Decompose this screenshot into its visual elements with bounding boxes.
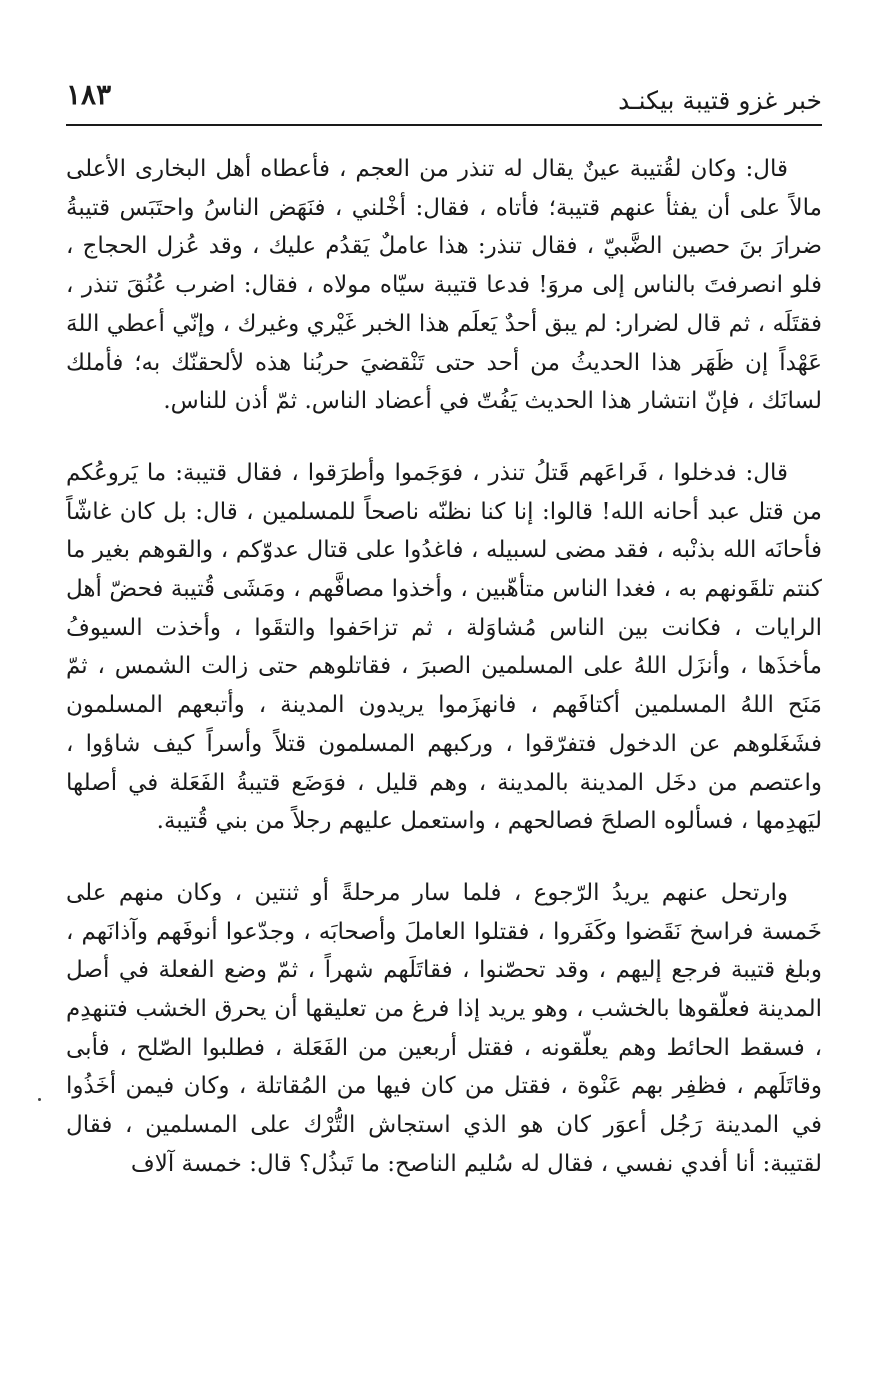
running-title: خبر غزو قتيبة بيكنـد <box>618 86 822 115</box>
header-rule <box>66 124 822 126</box>
scan-speck <box>38 1098 41 1101</box>
body-text <box>66 150 822 1184</box>
page-header <box>66 78 822 122</box>
paragraph-1: قال: وكان لقُتيبة عينٌ يقال له تنذر من العجم ، فأعطاه أهل البخارى الأعلى مالاً على أن يفثأ عنهم قتيبة؛ فأتاه ، فقال: أخْلني ، فنَهَض الناسُ واحتَبَس قتيبةُ ضرارَ بنَ حصين الضَّبيّ ، فقال تنذر: هذا عاملٌ يَقدُم عليك ، وقد عُزل الحجاج ، فلو انصرفتَ بالناس إلى مروَ! فدعا قتيبة سيّاه مولاه ، فقال: اضرب عُنُقَ تنذر ، فقتَلَه ، ثم قال لضرار: لم يبق أحدٌ يَعلَم هذا الخبر غَيْري وغيرك ، وإنّي أعطي اللهَ عَهْداً إن ظَهَر هذا الحديثُ من أحد حتى تَنْقضيَ حربُنا هذه لألحقنّك به؛ فأملك لسانَك ، فإنّ انتشار هذا الحديث يَفُتّ في أعضاد الناس. ثمّ أذن للناس. <box>66 156 822 415</box>
page-number: ١٨٣ <box>66 78 112 111</box>
paragraph-3: وارتحل عنهم يريدُ الرّجوع ، فلما سار مرحلةً أو ثنتين ، وكان منهم على خَمسة فراسخ نَقَضوا وكَفَروا ، فقتلوا العاملَ وأصحابَه ، وجدّعوا أنوفَهم وآذانَهم ، وبلغ قتيبة فرجع إليهم ، وقد تحصّنوا ، فقاتَلَهم شهراً ، ثمّ وضع الفعلة في أصل المدينة فعلّقوها بالخشب ، وهو يريد إذا فرغ من تعليقها أن يحرق الخشب فتنهدِم ، فسقط الحائط وهم يعلّقونه ، فقتل أربعين من الفَعَلة ، فطلبوا الصّلح ، فأبى وقاتَلَهم ، فظفِر بهم عَنْوة ، فقتل من كان فيها من المُقاتلة ، وكان فيمن أخَذُوا في المدينة رَجُل أعوَر كان هو الذي استجاش التُّرْك على المسلمين ، فقال لقتيبة: أنا أفدي نفسي ، فقال له سُليم الناصح: ما تَبذُل؟ قال: خمسة آلاف <box>66 879 822 1177</box>
paragraph-2: قال: فدخلوا ، فَراعَهم قَتلُ تنذر ، فوَجَموا وأطرَقوا ، فقال قتيبة: ما يَروعُكم من قتل عبد أحانه الله! قالوا: إنا كنا نظنّه ناصحاً للمسلمين ، قال: بل كان غاشّاً فأحانَه الله بذنْبه ، فقد مضى لسبيله ، فاغدُوا على قتال عدوّكم ، والقوهم بغير ما كنتم تلقَونهم به ، فغدا الناس متأهّبين ، وأخذوا مصافَّهم ، ومَشَى قُتيبة فحضّ أهل الرايات ، فكانت بين الناس مُشاوَلة ، ثم تزاحَفوا والتقَوا ، وأخذت السيوفُ مأخذَها ، وأنزَل اللهُ على المسلمين الصبرَ ، فقاتلوهم حتى زالت الشمس ، ثمّ مَنَح اللهُ المسلمين أكتافَهم ، فانهزَموا يريدون المدينة ، وأتبعهم المسلمون فشَغَلوهم عن الدخول فتفرّقوا ، وركبهم المسلمون قتلاً وأسراً كيف شاؤوا ، واعتصم من دخَل المدينة بالمدينة ، وهم قليل ، فوَضَع قتيبةُ الفَعَلة في أصلها ليَهدِمها ، فسألوه الصلحَ فصالحهم ، واستعمل عليهم رجلاً من بني قُتيبة. <box>66 459 822 835</box>
